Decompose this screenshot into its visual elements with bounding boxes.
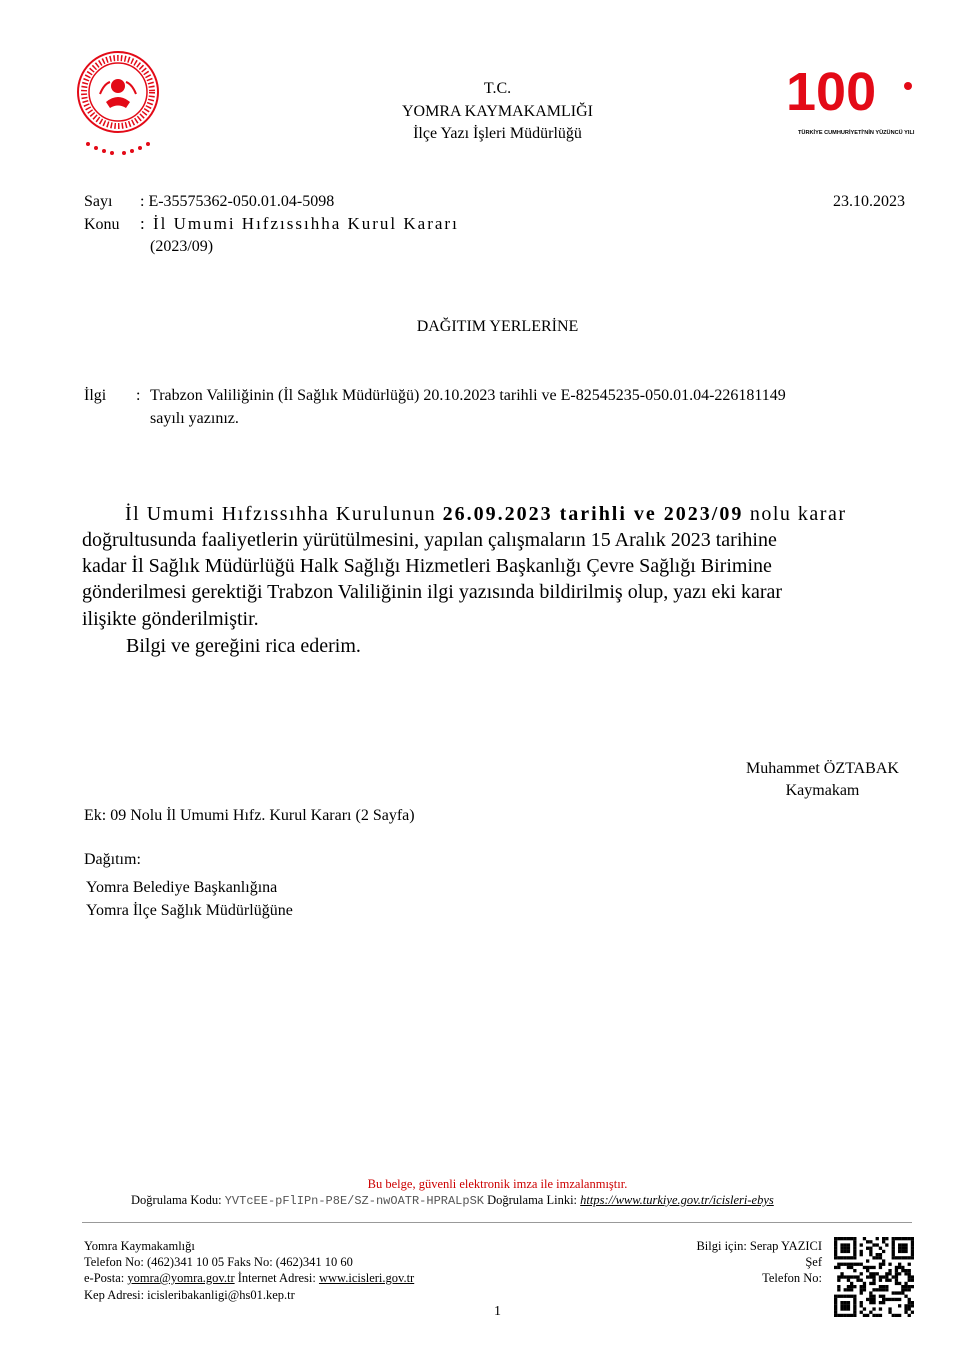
logo-number: 100: [786, 64, 877, 122]
distribution-item: Yomra İlçe Sağlık Müdürlüğüne: [86, 902, 293, 919]
sayi-label: Sayı: [84, 193, 113, 210]
logo-caption: TÜRKİYE CUMHURİYETİ'NİN YÜZÜNCÜ YILI: [798, 130, 915, 136]
sayi-row: [84, 193, 334, 211]
konu-label: Konu: [84, 216, 120, 233]
verification-code-label: Doğrulama Kodu:: [131, 1193, 222, 1207]
konu-value-2: (2023/09): [150, 238, 214, 255]
verification-link[interactable]: https://www.turkiye.gov.tr/icisleri-ebys: [580, 1193, 774, 1207]
distribution-label: Dağıtım:: [84, 851, 141, 868]
body-line-1: [125, 501, 847, 527]
footer-email-label: e-Posta:: [84, 1271, 125, 1285]
body-p1-bold: 26.09.2023 tarihli ve 2023/09: [442, 503, 744, 525]
footer-org: Yomra Kaymakamlığı: [84, 1239, 195, 1253]
header-tc: T.C.: [483, 80, 512, 97]
recipient: DAĞITIM YERLERİNE: [416, 318, 579, 335]
ilgi-separator: :: [136, 387, 141, 404]
footer-info-title: Şef: [805, 1255, 822, 1269]
sayi-value: : E-35575362-050.01.04-5098: [140, 193, 335, 210]
body-line-2: doğrultusunda faaliyetlerin yürütülmesini, yapılan çalışmaların 15 Aralık 2023 tarihine: [82, 529, 777, 551]
document-date: 23.10.2023: [833, 193, 905, 210]
signer-title: Kaymakam: [785, 782, 860, 799]
body-line-3: kadar İl Sağlık Müdürlüğü Halk Sağlığı Hizmetleri Başkanlığı Çevre Sağlığı Birimine: [82, 555, 772, 577]
ilgi-label: İlgi: [84, 387, 107, 404]
ilgi-line1: Trabzon Valiliğinin (İl Sağlık Müdürlüğü) 20.10.2023 tarihli ve E-82545235-050.01.04-226181149: [150, 387, 786, 404]
ilgi-line2: sayılı yazınız.: [150, 410, 239, 427]
body-line-5: ilişikte gönderilmiştir.: [82, 608, 259, 630]
footer-kep: Kep Adresi: icisleribakanligi@hs01.kep.tr: [84, 1288, 295, 1302]
body-p1-end: nolu karar: [749, 503, 847, 525]
distribution-item: Yomra Belediye Başkanlığına: [86, 879, 278, 896]
body-closing: Bilgi ve gereğini rica ederim.: [126, 635, 361, 657]
konu-row: [84, 214, 459, 234]
footer-phone: Telefon No: (462)341 10 05 Faks No: (462)341 10 60: [84, 1255, 353, 1269]
verification-row: [131, 1193, 774, 1208]
footer-divider: [82, 1222, 912, 1223]
footer-info-contact: Bilgi için: Serap YAZICI: [696, 1239, 822, 1253]
footer-contact-row: [84, 1271, 414, 1286]
header-department: İlçe Yazı İşleri Müdürlüğü: [413, 125, 582, 142]
verification-link-label: Doğrulama Linki:: [487, 1193, 578, 1207]
konu-value: : İl Umumi Hıfzıssıhha Kurul Kararı: [140, 214, 459, 233]
footer-web[interactable]: www.icisleri.gov.tr: [318, 1271, 415, 1285]
body-p1-start: İl Umumi Hıfzıssıhha Kurulunun: [125, 503, 437, 525]
footer-email[interactable]: yomra@yomra.gov.tr: [127, 1271, 235, 1285]
verification-code: YVTcEE-pFlIPn-P8E/SZ-nwOATR-HPRALpSK: [224, 1194, 484, 1208]
body-line-4: gönderilmesi gerektiği Trabzon Valiliğinin ilgi yazısında bildirilmiş olup, yazı eki karar: [82, 581, 783, 603]
footer-info-phone: Telefon No:: [762, 1271, 822, 1285]
attachment: Ek: 09 Nolu İl Umumi Hıfz. Kurul Kararı (2 Sayfa): [84, 807, 415, 824]
header-institution: YOMRA KAYMAKAMLIĞI: [402, 103, 593, 120]
signer-name: Muhammet ÖZTABAK: [746, 760, 899, 777]
footer-web-label: İnternet Adresi:: [237, 1271, 316, 1285]
e-signature-notice: Bu belge, güvenli elektronik imza ile imzalanmıştır.: [367, 1177, 628, 1191]
page-number: 1: [494, 1304, 501, 1319]
